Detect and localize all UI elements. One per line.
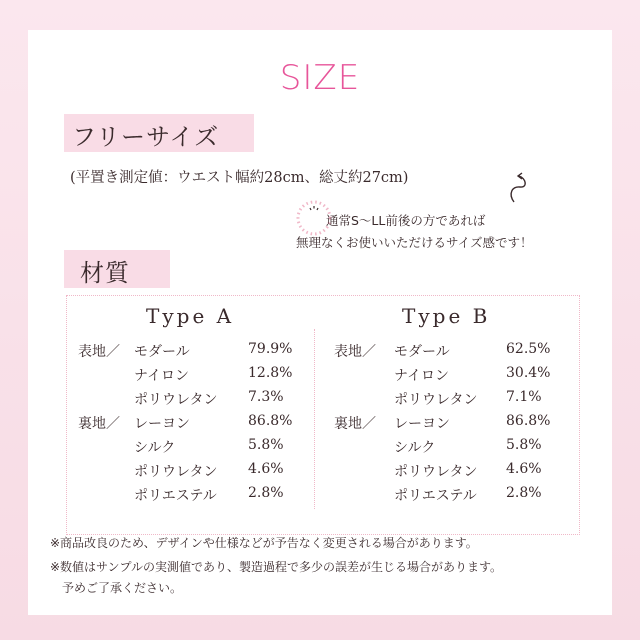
size-note-line1: 通常S～LL前後の方であれば: [326, 213, 486, 228]
measurement-text: (平置き測定値：ウエスト幅約28cm、総丈約27cm): [70, 170, 409, 186]
type-b-material: レーヨン: [394, 416, 450, 432]
type-b-percent: 7.1%: [506, 389, 542, 405]
footnote-2: ※数値はサンプルの実測値であり、製造過程で多少の誤差が生じる場合があります。: [50, 560, 503, 574]
type-a-material: モダール: [134, 344, 190, 360]
type-a-material: ポリウレタン: [134, 392, 218, 408]
size-heading: フリーサイズ: [72, 123, 220, 151]
type-b-material: ナイロン: [394, 368, 450, 384]
type-b-material: ポリエステル: [394, 488, 477, 504]
type-a-percent: 5.8%: [248, 437, 284, 453]
type-a-percent: 2.8%: [248, 485, 284, 501]
footnote-1: ※商品改良のため、デザインや仕様などが予告なく変更される場合があります。: [50, 536, 478, 550]
type-a-material: ナイロン: [134, 368, 190, 384]
type-a-group: 表地／: [78, 344, 120, 360]
material-heading: 材質: [80, 259, 130, 287]
type-b-percent: 86.8%: [506, 413, 551, 429]
type-a-percent: 79.9%: [248, 341, 293, 357]
type-b-percent: 5.8%: [506, 437, 542, 453]
type-a-percent: 86.8%: [248, 413, 293, 429]
type-a-material: ポリエステル: [134, 488, 217, 504]
type-a-material: ポリウレタン: [134, 464, 218, 480]
type-b-group: 表地／: [334, 344, 376, 360]
type-b-material: モダール: [394, 344, 450, 360]
type-b-group: 裏地／: [334, 416, 376, 432]
type-a-title: Type A: [146, 304, 235, 328]
type-b-percent: 4.6%: [506, 461, 542, 477]
type-b-material: ポリウレタン: [394, 392, 478, 408]
type-b-material: シルク: [394, 440, 436, 456]
type-b-material: ポリウレタン: [394, 464, 478, 480]
type-b-title: Type B: [402, 304, 491, 328]
page-title: SIZE: [279, 58, 361, 98]
curved-arrow-icon: [506, 170, 536, 206]
type-a-percent: 4.6%: [248, 461, 284, 477]
type-b-percent: 30.4%: [506, 365, 551, 381]
size-note-line2: 無理なくお使いいただけるサイズ感です！: [296, 235, 533, 250]
column-divider: [314, 329, 315, 509]
type-b-percent: 62.5%: [506, 341, 551, 357]
type-a-percent: 12.8%: [248, 365, 293, 381]
type-a-material: レーヨン: [134, 416, 190, 432]
type-a-material: シルク: [134, 440, 176, 456]
type-a-percent: 7.3%: [248, 389, 284, 405]
content-card: [28, 30, 612, 615]
type-a-group: 裏地／: [78, 416, 120, 432]
type-b-percent: 2.8%: [506, 485, 542, 501]
footnote-3: 予めご了承ください。: [62, 581, 183, 595]
